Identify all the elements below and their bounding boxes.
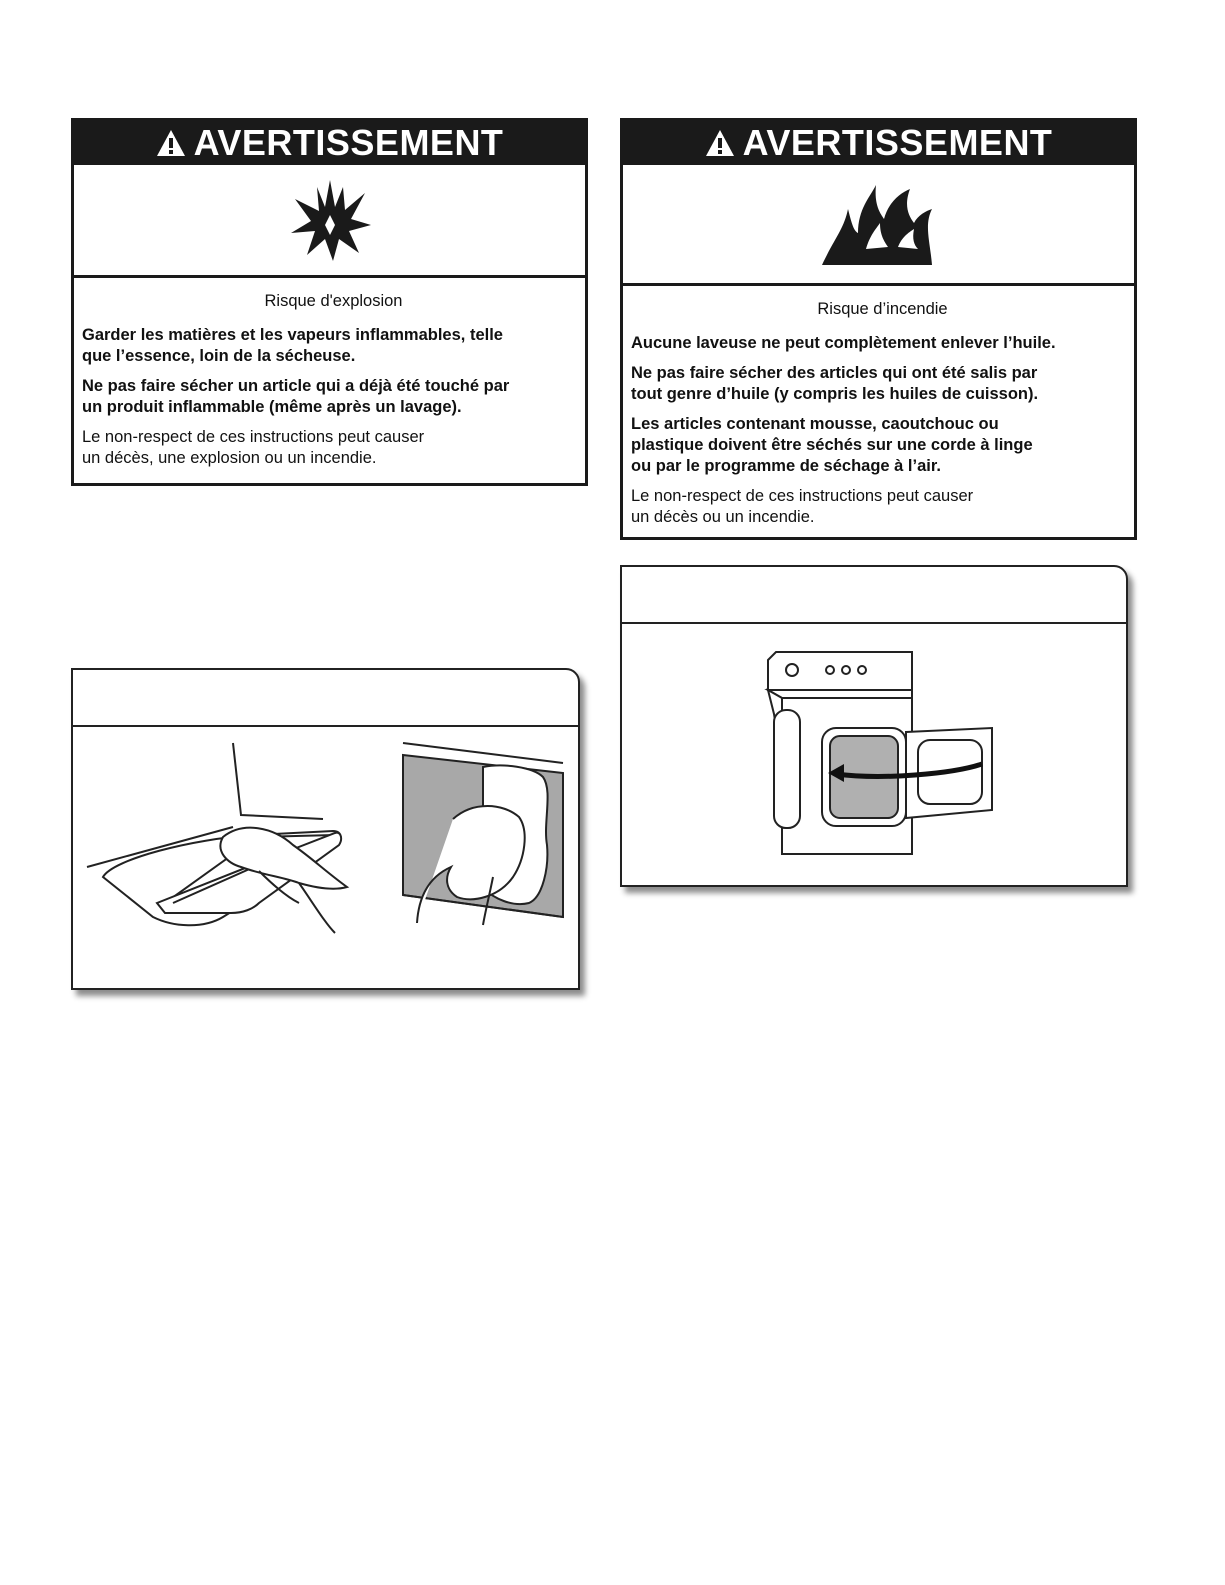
warning-triangle-icon	[705, 129, 735, 157]
warning-paragraph	[631, 363, 1134, 405]
warning-body	[74, 278, 585, 469]
risk-title: Risque d’incendie	[817, 300, 948, 318]
line: Le non-respect de ces instructions peut causer	[631, 487, 974, 505]
warning-body	[623, 286, 1134, 528]
warning-fire	[620, 118, 1137, 540]
warning-icon-area	[74, 165, 585, 278]
line: un décès, une explosion ou un incendie.	[82, 449, 377, 467]
figure-dryer-open-door	[620, 565, 1128, 887]
line: un produit inflammable (même après un lavage).	[82, 398, 462, 416]
line: Ne pas faire sécher un article qui a déjà été touché par	[82, 377, 510, 395]
figure-title-bar	[622, 567, 1126, 624]
warning-triangle-icon	[156, 129, 186, 157]
warning-paragraph	[631, 414, 1134, 477]
line: Ne pas faire sécher des articles qui ont été salis par	[631, 364, 1038, 382]
risk-title: Risque d'explosion	[264, 292, 403, 310]
warning-consequence	[82, 427, 585, 469]
warning-explosion	[71, 118, 588, 486]
line: Le non-respect de ces instructions peut causer	[82, 428, 425, 446]
line: que l’essence, loin de la sécheuse.	[82, 347, 356, 365]
line: plastique doivent être séchés sur une corde à linge	[631, 436, 1033, 454]
warning-paragraph	[82, 376, 585, 418]
explosion-icon	[285, 175, 375, 265]
warning-header	[74, 121, 585, 165]
warning-paragraph	[82, 325, 585, 367]
warning-header-label: AVERTISSEMENT	[742, 122, 1053, 163]
warning-header	[623, 121, 1134, 165]
line: un décès ou un incendie.	[631, 508, 815, 526]
line: Les articles contenant mousse, caoutchouc ou	[631, 415, 999, 433]
line: Aucune laveuse ne peut complètement enlever l’huile.	[631, 334, 1056, 352]
warning-header-label: AVERTISSEMENT	[193, 122, 504, 163]
line: tout genre d’huile (y compris les huiles de cuisson).	[631, 385, 1039, 403]
warning-icon-area	[623, 165, 1134, 286]
line: Garder les matières et les vapeurs inflammables, telle	[82, 326, 503, 344]
fire-icon	[814, 179, 944, 269]
figure-lint-screen-cleaning	[71, 668, 580, 990]
figure-title-bar	[73, 670, 578, 727]
warning-consequence	[631, 486, 1134, 528]
line: ou par le programme de séchage à l’air.	[631, 457, 941, 475]
warning-paragraph	[631, 333, 1134, 354]
lint-screen-cleaning-illustration	[73, 727, 578, 987]
dryer-open-door-illustration	[622, 624, 1126, 884]
